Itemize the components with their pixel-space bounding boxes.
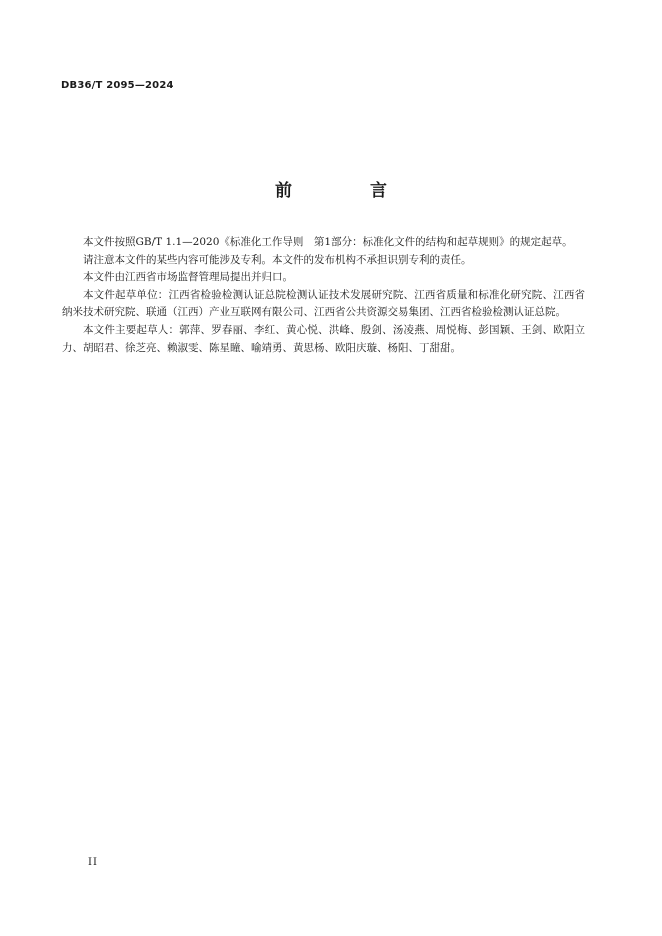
foreword-body [62, 234, 585, 357]
page-number: II [88, 857, 98, 868]
paragraph-drafters: 本文件主要起草人：郭萍、罗春丽、李红、黄心悦、洪峰、殷剑、汤凌燕、周悦梅、彭国颖、王剑、欧阳立力、胡昭君、徐芝亮、赖淑雯、陈星瞳、喻靖勇、黄思杨、欧阳庆璇、杨阳、丁甜甜。 [62, 323, 585, 354]
standard-code: DB36/T 2095—2024 [61, 80, 174, 91]
paragraph-drafting-units: 本文件起草单位：江西省检验检测认证总院检测认证技术发展研究院、江西省质量和标准化研究院、江西省纳米技术研究院、联通（江西）产业互联网有限公司、江西省公共资源交易集团、江西省检验检测认证总院。 [62, 288, 585, 319]
paragraph-patent-notice: 请注意本文件的某些内容可能涉及专利。本文件的发布机构不承担识别专利的责任。 [83, 253, 472, 266]
page-title: 前 言 [275, 181, 423, 201]
paragraph-proposer: 本文件由江西省市场监督管理局提出并归口。 [83, 271, 293, 284]
paragraph-drafting-rules: 本文件按照GB/T 1.1—2020《标准化工作导则 第1部分：标准化文件的结构和起草规则》的规定起草。 [83, 236, 573, 248]
